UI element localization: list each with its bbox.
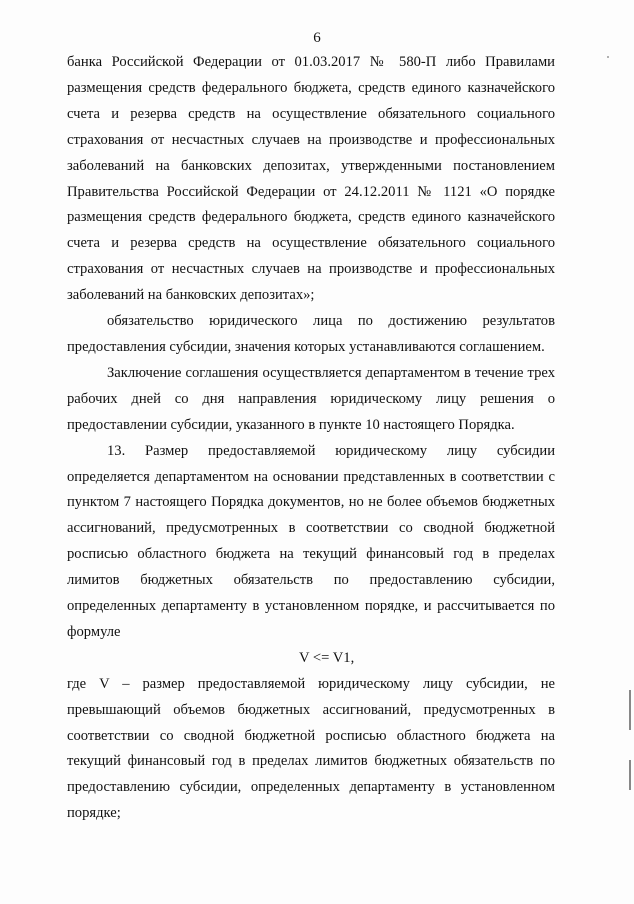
- scan-dust: [607, 56, 609, 58]
- formula: V <= V1,: [299, 649, 355, 666]
- scan-edge-mark: [629, 690, 631, 730]
- paragraph-results-obligation: обязательство юридического лица по достижению результатов предоставления субсидии, значения которых устанавливаются соглашением.: [67, 313, 555, 355]
- scan-edge-mark: [629, 760, 631, 790]
- paragraph-subsidy-amount: 13. Размер предоставляемой юридическому лицу субсидии определяется департаментом на основании представленных в соответствии с пунктом 7 настоящего Порядка документов, но не более объемов бюджетных ассигнований, предусмотренных в соответствии со сводной бюджетной росписью областного бюджета на текущий финансовый год в пределах лимитов бюджетных обязательств по предоставлению субсидии, определенных департаменту в установленном порядке, и рассчитывается по формуле: [67, 442, 555, 640]
- document-body: [67, 50, 555, 827]
- paragraph-bank-deposit-rules: банка Российской Федерации от 01.03.2017 № 580-П либо Правилами размещения средств федерального бюджета, средств единого казначейского счета и резерва средств на осуществление обязательного социального страхования от несчастных случаев на производстве и профессиональных заболеваний на банковских депозитах, утвержденными постановлением Правительства Российской Федерации от 24.12.2011 № 1121 «О порядке размещения средств федерального бюджета, средств единого казначейского счета и резерва средств на осуществление обязательного социального страхования от несчастных случаев на производстве и профессиональных заболеваний на банковских депозитах»;: [67, 54, 555, 304]
- paragraph-agreement-conclusion: Заключение соглашения осуществляется департаментом в течение трех рабочих дней со дня направления юридическому лицу решения о предоставлении субсидии, указанного в пункте 10 настоящего Порядка.: [67, 364, 555, 433]
- page-number: 6: [313, 30, 321, 46]
- paragraph-formula-definition: где V – размер предоставляемой юридическому лицу субсидии, не превышающий объемов бюджетных ассигнований, предусмотренных в соответствии со сводной бюджетной росписью областного бюджета на текущий финансовый год в пределах лимитов бюджетных обязательств по предоставлению субсидии, определенных департаменту в установленном порядке;: [67, 675, 555, 822]
